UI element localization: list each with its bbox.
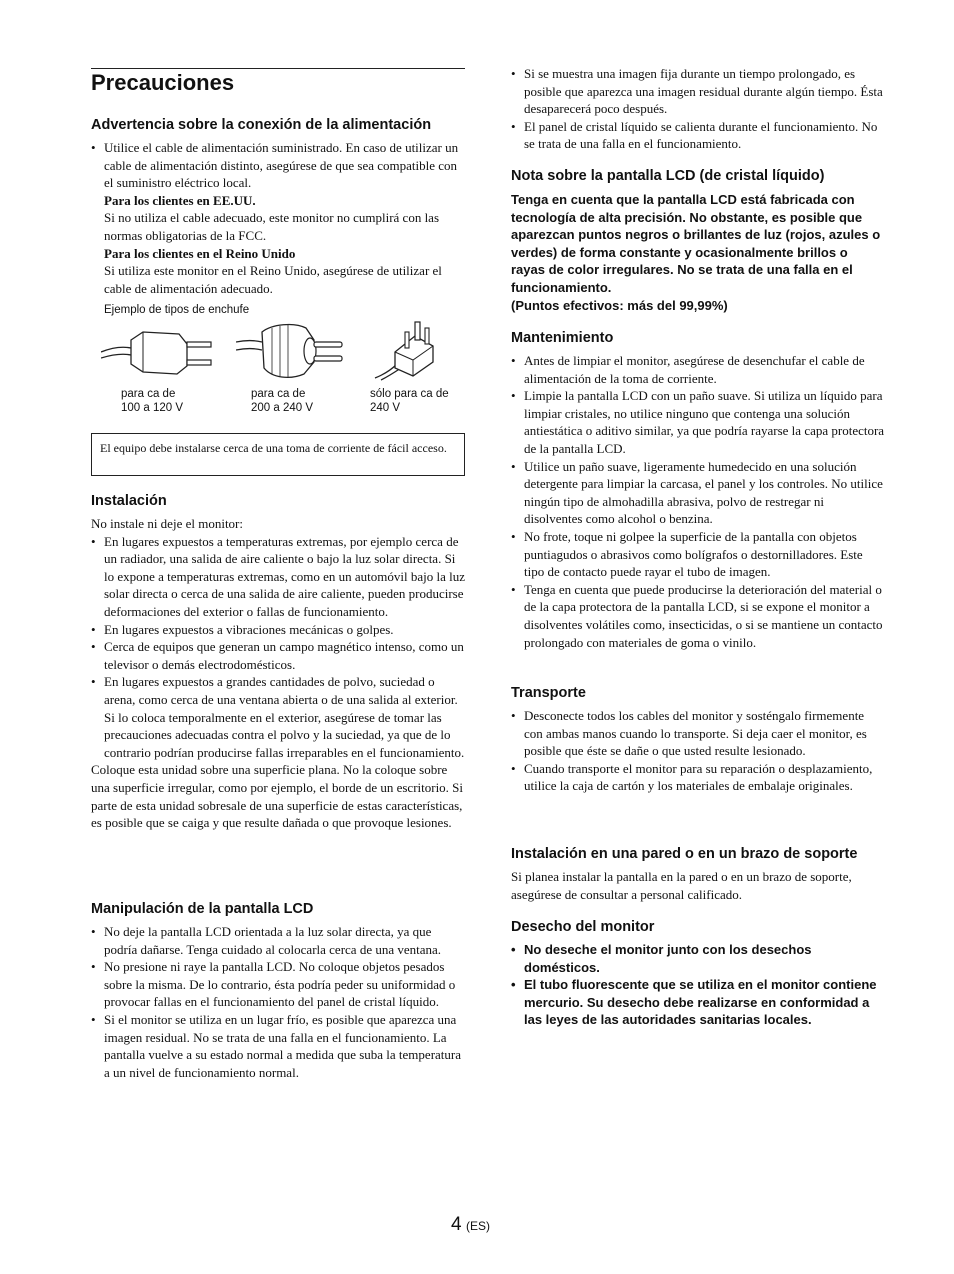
list-item: • No deseche el monitor junto con los desechos domésticos. bbox=[511, 941, 885, 976]
wall-heading: Instalación en una pared o en un brazo de soporte bbox=[511, 846, 858, 862]
us-customers-title: Para los clientes en EE.UU. bbox=[104, 192, 256, 208]
list-item: • Si el monitor se utiliza en un lugar frío, es posible que aparezca una imagen residual. No se trata de una falla en el funcionamiento. La pantalla vuelve a su estado normal a medida que suba la temperatura a un nivel de funcionamiento normal. bbox=[91, 1011, 465, 1081]
eu-plug-icon bbox=[236, 318, 348, 382]
lcd-note-heading: Nota sobre la pantalla LCD (de cristal líquido) bbox=[511, 168, 825, 184]
disposal-section bbox=[511, 918, 885, 1029]
power-section bbox=[91, 116, 465, 317]
list-item: • El panel de cristal líquido se calienta durante el funcionamiento. No se trata de una falla en el funcionamiento. bbox=[511, 118, 885, 153]
uk-customers-title: Para los clientes en el Reino Unido bbox=[104, 245, 296, 261]
effective-pixels: (Puntos efectivos: más del 99,99%) bbox=[511, 297, 728, 313]
list-item: • El tubo fluorescente que se utiliza en el monitor contiene mercurio. Su desecho debe realizarse en conformidad a las leyes de las autoridades sanitarias locales. bbox=[511, 976, 885, 1029]
disposal-heading: Desecho del monitor bbox=[511, 919, 655, 935]
power-bullet bbox=[91, 139, 465, 297]
lcd-handling-section bbox=[91, 900, 465, 1081]
list-item: • No frote, toque ni golpee la superficie de la pantalla con objetos puntiagudos o abrasivos como bolígrafos o destornilladores. Este tipo de contacto puede rayar el tubo de imagen. bbox=[511, 528, 885, 581]
uk-customers-text: Si utiliza este monitor en el Reino Unido, asegúrese de utilizar el cable de alimentación adecuado. bbox=[104, 263, 442, 296]
list-item: • En lugares expuestos a grandes cantidades de polvo, suciedad o arena, como cerca de una ventana abierta o de una salida al exterior. Si lo coloca temporalmente en el exterior, asegúrese de tomar las precauciones adecuadas contra el polvo y la suciedad, ya que de lo contrario podrían producirse fallas irreparables en el funcionamiento. bbox=[91, 673, 465, 761]
install-outro: Coloque esta unidad sobre una superficie plana. No la coloque sobre una superficie irregular, como por ejemplo, el borde de un escritorio. Si parte de esta unidad sobresale de una superficie de estas características, es posible que se caiga y que resulte dañada o que provoque lesiones. bbox=[91, 762, 464, 831]
lcd-handling-heading: Manipulación de la pantalla LCD bbox=[91, 901, 314, 917]
list-item: • Tenga en cuenta que puede producirse la deterioración del material o de la capa protectora de la pantalla LCD, si se expone el monitor a disolventes volátiles como, insecticidas, o si se mantiene un contacto prolongado con materiales de goma o vinilo. bbox=[511, 581, 885, 651]
list-item: • En lugares expuestos a vibraciones mecánicas o golpes. bbox=[91, 621, 465, 639]
plug-caption: Ejemplo de tipos de enchufe bbox=[104, 304, 250, 317]
install-intro: No instale ni deje el monitor: bbox=[91, 516, 243, 531]
lcd-cont-section bbox=[511, 65, 885, 153]
lcd-note-section bbox=[511, 167, 885, 314]
transport-heading: Transporte bbox=[511, 685, 586, 701]
lcd-note-text: Tenga en cuenta que la pantalla LCD está fabricada con tecnología de alta precisión. No obstante, es posible que aparezcan puntos negros o brillantes de luz (rojos, azules o verdes) de forma constante y ocasionalmente brillos o rayas de color irregulares. No se trata de una falla en el funcionamiento. bbox=[511, 192, 881, 295]
wall-text: Si planea instalar la pantalla en la pared o en un brazo de soporte, asegúrese de consultar a personal calificado. bbox=[511, 869, 852, 902]
installation-notice-box: El equipo debe instalarse cerca de una toma de corriente de fácil acceso. bbox=[91, 433, 465, 476]
title-rule bbox=[91, 68, 465, 69]
list-item: • Antes de limpiar el monitor, asegúrese de desenchufar el cable de alimentación de la toma de corriente. bbox=[511, 352, 885, 387]
list-item: • Si se muestra una imagen fija durante un tiempo prolongado, es posible que aparezca una imagen residual durante algún tiempo. Ésta desaparecerá poco después. bbox=[511, 65, 885, 118]
list-item: • No deje la pantalla LCD orientada a la luz solar directa, ya que podría dañarse. Tenga cuidado al colocarla cerca de una ventana. bbox=[91, 923, 465, 958]
page-language-suffix: (ES) bbox=[466, 1219, 491, 1233]
list-item: • Limpie la pantalla LCD con un paño suave. Si utiliza un líquido para limpiar cristales, no utilice ninguno que contenga una solución antiestática o aditivo similar, ya que podría rayarse la capa protectora de la pantalla LCD. bbox=[511, 387, 885, 457]
plug-label-us: para ca de 100 a 120 V bbox=[121, 388, 184, 414]
page-title: Precauciones bbox=[91, 70, 235, 95]
wall-section bbox=[511, 845, 885, 903]
list-item: • No presione ni raye la pantalla LCD. No coloque objetos pesados sobre la misma. De lo contrario, ésta podría peder su uniformidad o provocar fallas en el funcionamiento del panel de cristal líquido. bbox=[91, 958, 465, 1011]
us-customers-text: Si no utiliza el cable adecuado, este monitor no cumplirá con las normas obligatorias de la FCC. bbox=[104, 210, 440, 243]
us-plug-icon bbox=[101, 322, 213, 382]
install-section bbox=[91, 492, 465, 832]
power-bullet-text: Utilice el cable de alimentación suministrado. En caso de utilizar un cable de alimentación distinto, asegúrese de que sea compatible con el suministro eléctrico local. bbox=[104, 140, 459, 191]
uk-plug-icon bbox=[371, 318, 451, 382]
plug-label-uk: sólo para ca de 240 V bbox=[370, 388, 449, 414]
install-heading: Instalación bbox=[91, 493, 167, 509]
maintenance-section bbox=[511, 329, 885, 651]
list-item: • Desconecte todos los cables del monitor y sosténgalo firmemente con ambas manos cuando lo transporte. Si deja caer el monitor, es posible que éste se dañe o que usted resulte lesionado. bbox=[511, 707, 885, 760]
power-heading: Advertencia sobre la conexión de la alimentación bbox=[91, 117, 432, 133]
maintenance-heading: Mantenimiento bbox=[511, 330, 614, 346]
page-number bbox=[451, 1214, 490, 1236]
list-item: • Utilice un paño suave, ligeramente humedecido en una solución detergente para limpiar la carcasa, el panel y los controles. No utilice ningún tipo de almohadilla abrasiva, polvo de restregar ni disolventes como alcohol o benzina. bbox=[511, 458, 885, 528]
list-item: • Cuando transporte el monitor para su reparación o desplazamiento, utilice la caja de cartón y los materiales de embalaje originales. bbox=[511, 760, 885, 795]
page-number-value: 4 bbox=[451, 1214, 462, 1235]
list-item: • Cerca de equipos que generan un campo magnético intenso, como un televisor o demás electrodomésticos. bbox=[91, 638, 465, 673]
list-item: • En lugares expuestos a temperaturas extremas, por ejemplo cerca de un radiador, una salida de aire caliente o bajo la luz solar directa. Si lo expone a temperaturas extremas, como en un automóvil bajo la luz solar directa o cerca de una salida de aire caliente, pueden producirse deformaciones del exterior o fallas de funcionamiento. bbox=[91, 533, 465, 621]
transport-section bbox=[511, 684, 885, 795]
plug-label-eu: para ca de 200 a 240 V bbox=[251, 388, 314, 414]
